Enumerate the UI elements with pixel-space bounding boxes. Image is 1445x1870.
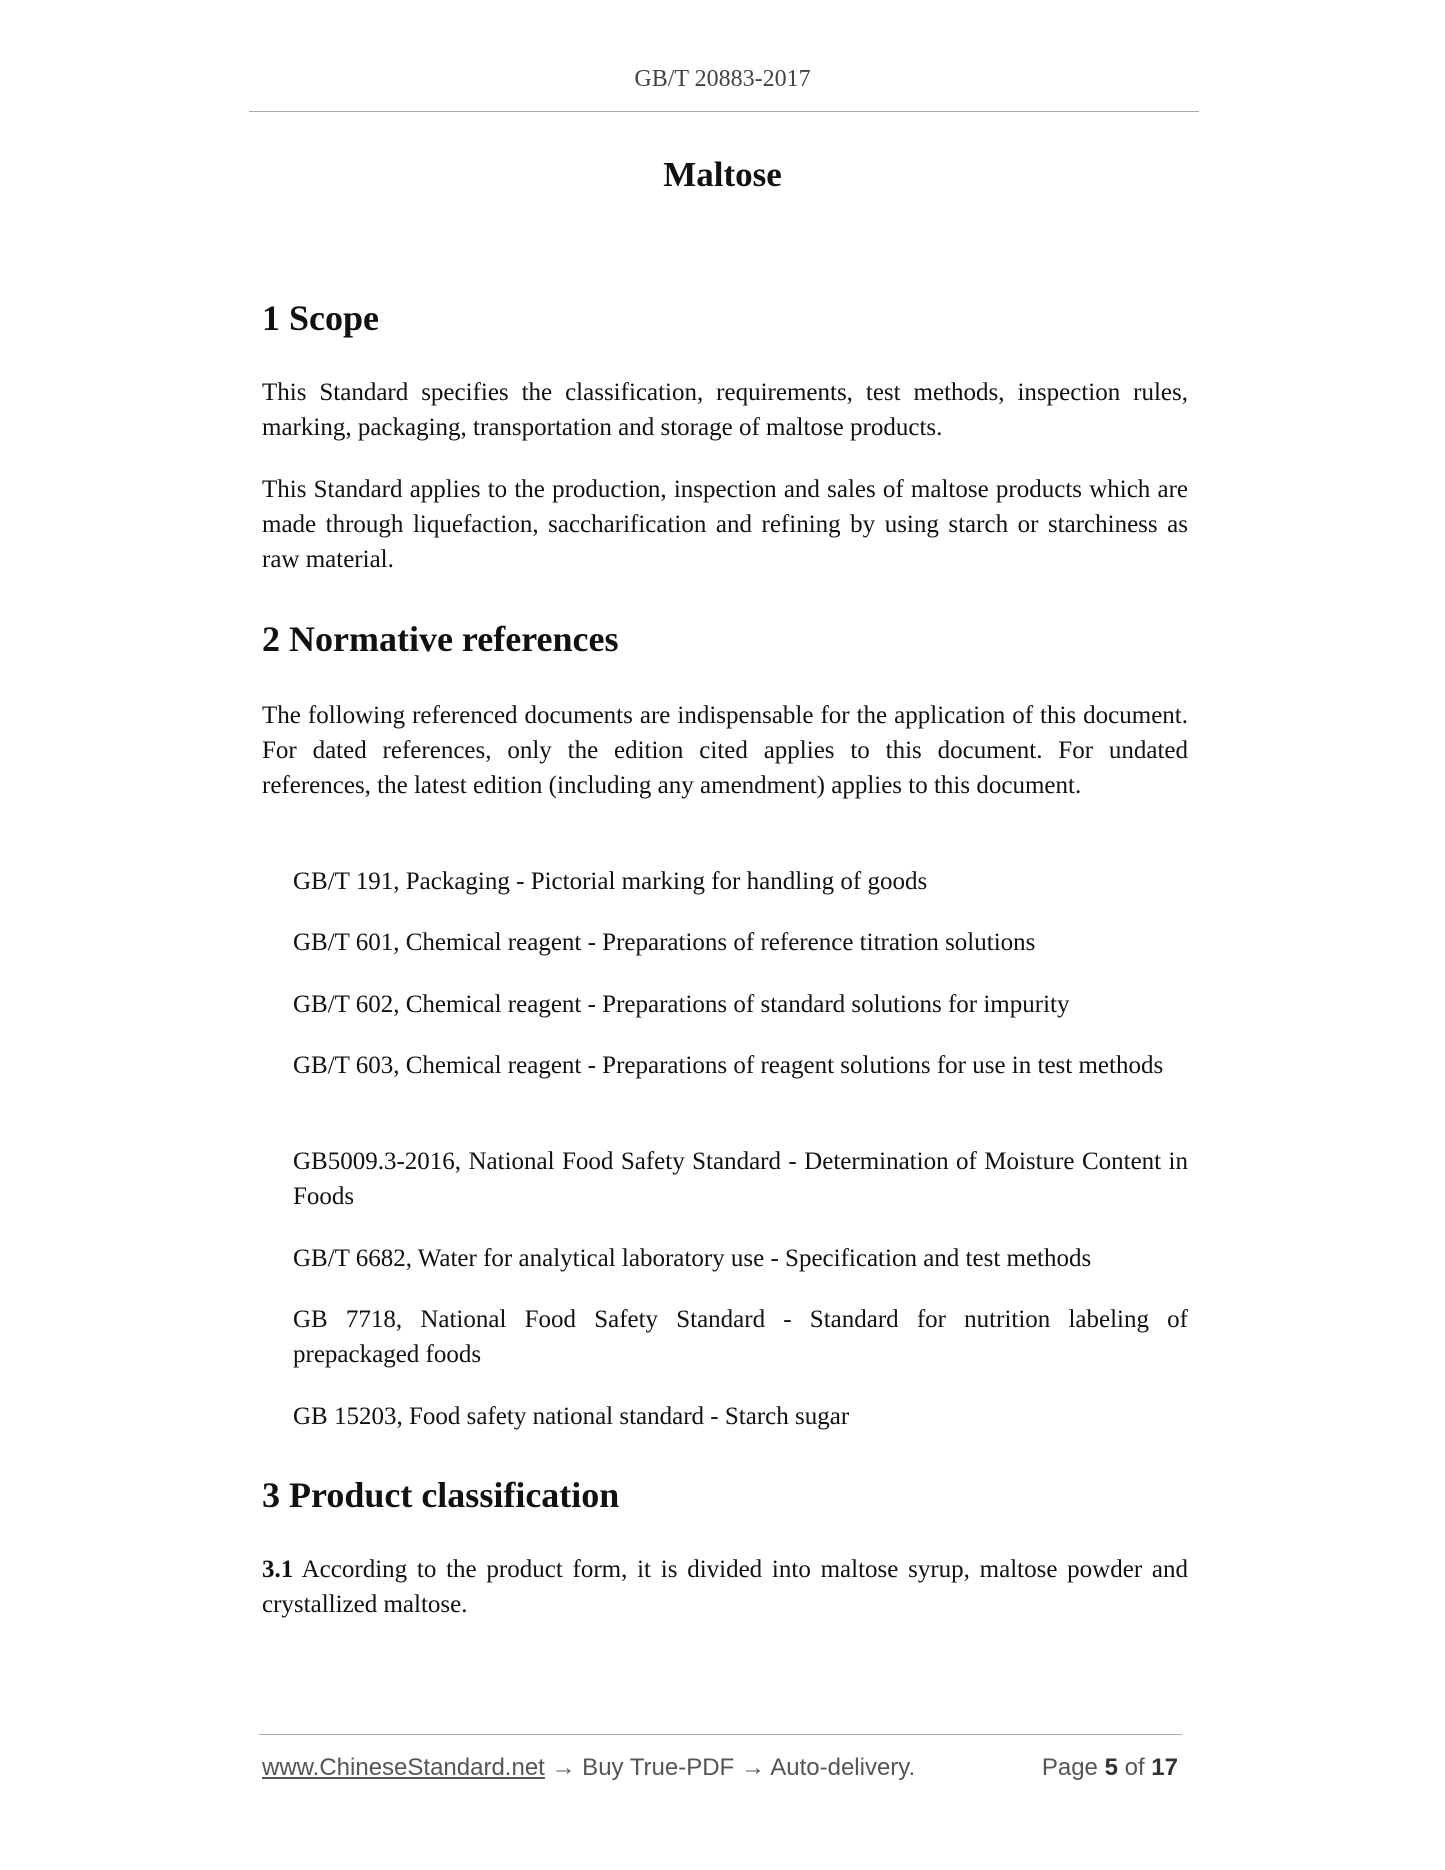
section-normative xyxy=(262,617,1188,661)
reference-item: GB/T 603, Chemical reagent - Preparations of reagent solutions for use in test methods xyxy=(293,1052,1164,1079)
page-label: Page xyxy=(1041,1754,1098,1781)
scope-body xyxy=(262,375,1188,445)
section-heading-classification: 3 Product classification xyxy=(262,1475,620,1515)
scope-paragraph-2: This Standard applies to the production, inspection and sales of maltose products which are made through liquefaction, saccharification and refining by using starch or starchiness as raw material. xyxy=(262,476,1188,573)
ref-item-wrap-7 xyxy=(262,1399,1188,1434)
ref-item-wrap-2 xyxy=(262,987,1188,1022)
section-scope xyxy=(262,296,1188,340)
clause-3-1 xyxy=(262,1552,1188,1622)
ref-item-wrap-3 xyxy=(262,1048,1188,1083)
scope-paragraph-1: This Standard specifies the classification, requirements, test methods, inspection rules, marking, packaging, transportation and storage of maltose products. xyxy=(262,379,1188,441)
running-header: GB/T 20883-2017 xyxy=(634,66,811,92)
page-current: 5 xyxy=(1104,1754,1118,1781)
classification-body xyxy=(262,1552,1188,1622)
page-of: of xyxy=(1124,1754,1145,1781)
section-heading-scope: 1 Scope xyxy=(262,298,379,338)
clause-text: According to the product form, it is divided into maltose syrup, maltose powder and crystallized maltose. xyxy=(262,1556,1188,1618)
ref-item-wrap-1 xyxy=(262,925,1188,960)
page-total: 17 xyxy=(1151,1754,1178,1781)
ref-item-wrap-5 xyxy=(262,1241,1188,1276)
scope-body-2 xyxy=(262,472,1188,577)
page-footer xyxy=(262,1754,1182,1782)
reference-item: GB/T 601, Chemical reagent - Preparations of reference titration solutions xyxy=(293,929,1036,956)
footer-link[interactable]: www.ChineseStandard.net xyxy=(262,1754,545,1781)
normative-body xyxy=(262,698,1188,803)
normative-intro: The following referenced documents are indispensable for the application of this document. For dated references, only the edition cited applies to this document. For undated references, the latest edition (including any amendment) applies to this document. xyxy=(262,702,1188,799)
ref-item-wrap-6 xyxy=(262,1302,1188,1372)
section-classification xyxy=(262,1473,1188,1517)
reference-item: GB/T 602, Chemical reagent - Preparations of standard solutions for impurity xyxy=(293,991,1070,1018)
reference-item: GB/T 191, Packaging - Pictorial marking for handling of goods xyxy=(293,868,928,895)
document-title: Maltose xyxy=(663,155,782,194)
reference-item: GB/T 6682, Water for analytical laboratory use - Specification and test methods xyxy=(293,1245,1092,1272)
header-divider xyxy=(249,111,1199,112)
footer-promo: → Buy True-PDF → Auto-delivery. xyxy=(544,1754,916,1781)
ref-item-wrap-4 xyxy=(262,1144,1188,1214)
footer-divider xyxy=(259,1734,1182,1735)
reference-item: GB 15203, Food safety national standard - Starch sugar xyxy=(293,1403,850,1430)
page-indicator xyxy=(1042,1754,1178,1782)
section-heading-normative: 2 Normative references xyxy=(262,619,619,659)
ref-item-wrap-0 xyxy=(262,864,1188,899)
reference-item: GB 7718, National Food Safety Standard - Standard for nutrition labeling of prepackaged foods xyxy=(293,1306,1188,1368)
reference-item: GB5009.3-2016, National Food Safety Standard - Determination of Moisture Content in Foods xyxy=(293,1148,1188,1210)
clause-number: 3.1 xyxy=(262,1556,294,1583)
